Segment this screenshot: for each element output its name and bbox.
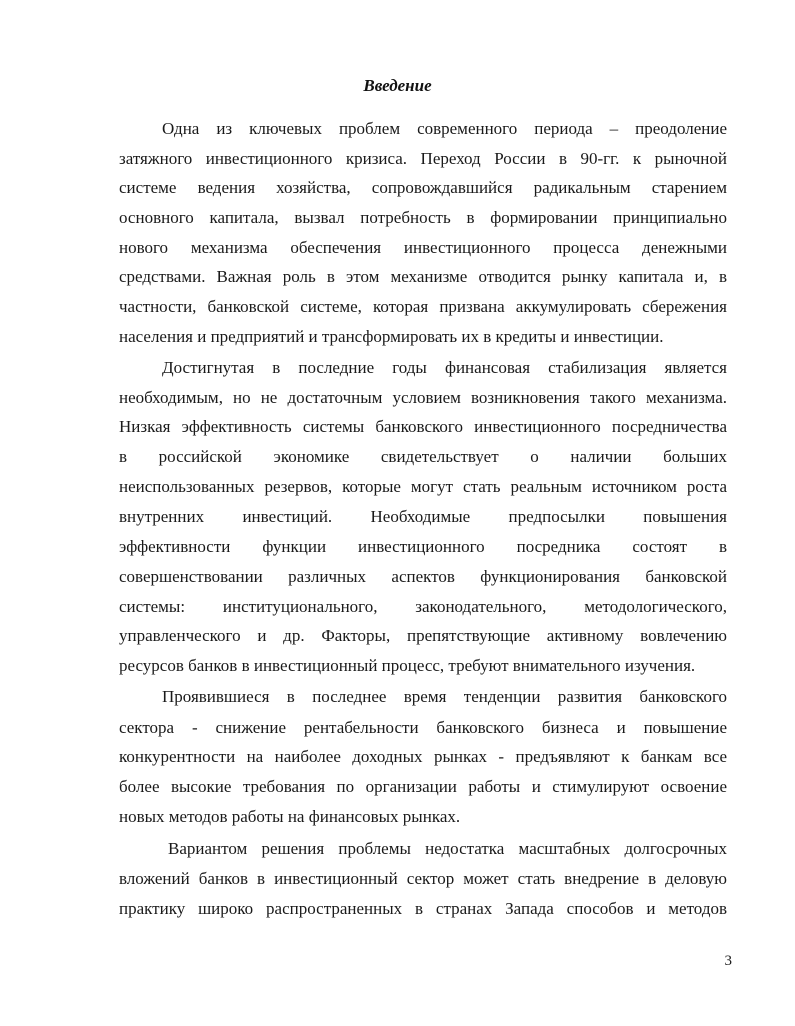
paragraph-1-line-8: населения и предприятий и трансформировать их в кредиты и инвестиции. bbox=[119, 327, 664, 346]
paragraph-2-line-7: эффективности функции инвестиционного посредника состоят в bbox=[119, 537, 727, 556]
paragraph-2-line-2: необходимым, но не достаточным условием возникновения такого механизма. bbox=[119, 388, 727, 407]
paragraph-2-line-10: управленческого и др. Факторы, препятствующие активному вовлечению bbox=[119, 626, 727, 645]
paragraph-2-line-3: Низкая эффективность системы банковского инвестиционного посредничества bbox=[119, 417, 727, 436]
paragraph-1-line-6: средствами. Важная роль в этом механизме отводится рынку капитала и, в bbox=[119, 267, 727, 286]
paragraph-3-line-1: Проявившиеся в последнее время тенденции развития банковского bbox=[162, 687, 727, 706]
paragraph-1-line-1: Одна из ключевых проблем современного периода – преодоление bbox=[162, 119, 727, 138]
paragraph-3-line-5: новых методов работы на финансовых рынках. bbox=[119, 807, 461, 826]
paragraph-1-line-2: затяжного инвестиционного кризиса. Переход России в 90-гг. к рыночной bbox=[119, 149, 727, 168]
paragraph-2-line-5: неиспользованных резервов, которые могут стать реальным источником роста bbox=[119, 477, 727, 496]
paragraph-2-line-11: ресурсов банков в инвестиционный процесс, требуют внимательного изучения. bbox=[119, 656, 696, 675]
paragraph-1-line-3: системе ведения хозяйства, сопровождавшийся радикальным старением bbox=[119, 178, 727, 197]
page-number: 3 bbox=[724, 953, 732, 969]
page-title: Введение bbox=[363, 76, 432, 95]
paragraph-4-line-2: вложений банков в инвестиционный сектор может стать внедрение в деловую bbox=[119, 869, 727, 888]
paragraph-1-line-7: частности, банковской системе, которая призвана аккумулировать сбережения bbox=[119, 297, 727, 316]
paragraph-2-line-8: совершенствовании различных аспектов функционирования банковской bbox=[119, 567, 727, 586]
paragraph-3-line-3: конкурентности на наиболее доходных рынках - предъявляют к банкам все bbox=[119, 747, 727, 766]
paragraph-2-line-4: в российской экономике свидетельствует о наличии больших bbox=[119, 447, 727, 466]
paragraph-1-line-4: основного капитала, вызвал потребность в формировании принципиально bbox=[119, 208, 727, 227]
paragraph-2-line-6: внутренних инвестиций. Необходимые предпосылки повышения bbox=[119, 507, 727, 526]
paragraph-4-line-1: Вариантом решения проблемы недостатка масштабных долгосрочных bbox=[168, 839, 727, 858]
paragraph-3-line-4: более высокие требования по организации работы и стимулируют освоение bbox=[119, 777, 727, 796]
paragraph-1-line-5: нового механизма обеспечения инвестиционного процесса денежными bbox=[119, 238, 727, 257]
paragraph-3-line-2: сектора - снижение рентабельности банковского бизнеса и повышение bbox=[119, 718, 727, 737]
paragraph-4-line-3: практику широко распространенных в странах Запада способов и методов bbox=[119, 899, 727, 918]
paragraph-2-line-1: Достигнутая в последние годы финансовая стабилизация является bbox=[162, 358, 727, 377]
paragraph-2-line-9: системы: институционального, законодательного, методологического, bbox=[119, 597, 727, 616]
